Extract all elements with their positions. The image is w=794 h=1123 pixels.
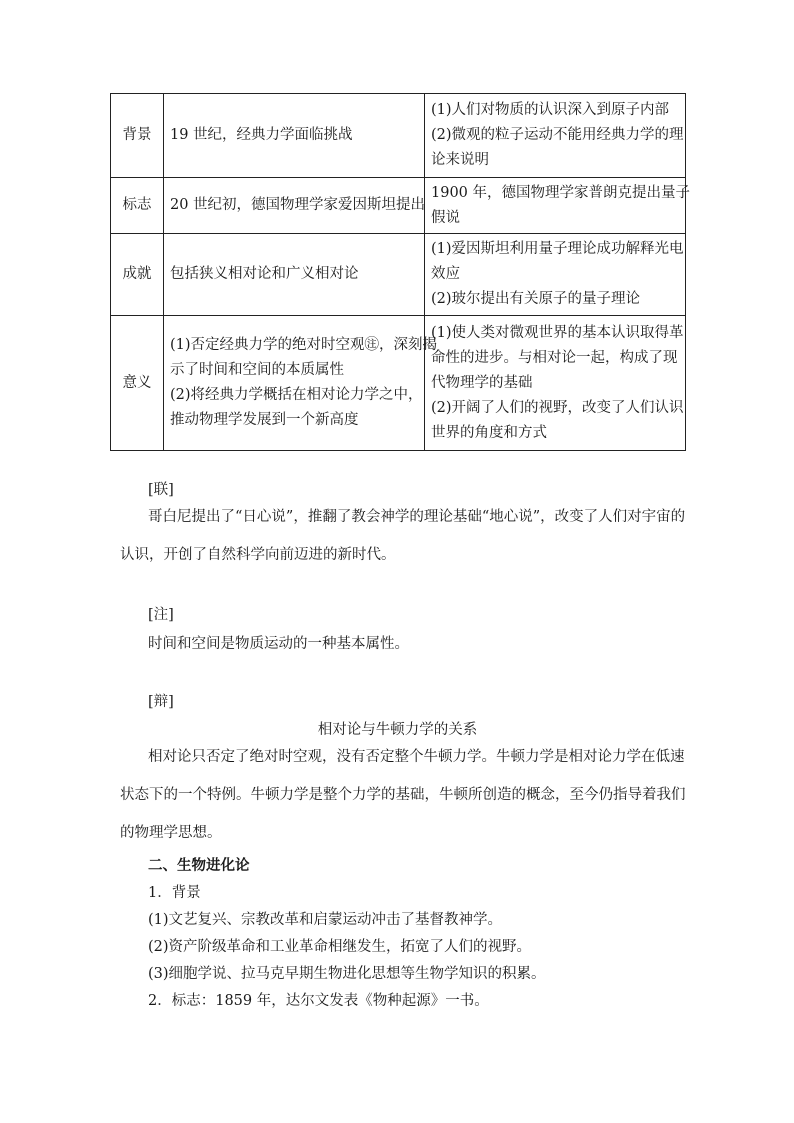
table-cell [425, 316, 686, 451]
cell-text: 效应 [431, 266, 460, 282]
bian-title: 相对论与牛顿力学的关系 [317, 722, 478, 738]
list-item: (2)资产阶级革命和工业革命相继发生，拓宽了人们的视野。 [148, 939, 532, 955]
bian-tag: [辩] [148, 694, 174, 710]
cell-text: (2)玻尔提出有关原子的量子理论 [431, 291, 641, 307]
cell-text: 世界的角度和方式 [431, 424, 547, 441]
cell-text: 推动物理学发展到一个新高度 [170, 412, 359, 428]
subsection-background: 1．背景 [148, 885, 201, 901]
zhu-tag: [注] [148, 607, 174, 623]
cell-text: (2)微观的粒子运动不能用经典力学的理 [431, 127, 684, 143]
cell-text: (1)否定经典力学的绝对时空观㊟，深刻揭 [170, 337, 438, 353]
table-cell [164, 178, 425, 234]
cell-text: 代物理学的基础 [431, 374, 533, 391]
row-header: 背景 [111, 94, 164, 178]
cell-text: 命性的进步。与相对论一起，构成了现 [431, 349, 678, 366]
section-heading: 二、生物进化论 [148, 857, 250, 874]
table-cell [425, 178, 691, 234]
table-row [111, 94, 686, 178]
cell-text: (1)人们对物质的认识深入到原子内部 [431, 102, 670, 118]
cell-text: (1)使人类对微观世界的基本认识取得革 [431, 324, 684, 341]
lian-paragraph: 哥白尼提出了“日心说”，推翻了教会神学的理论基础“地心说”，改变了人们对宇宙的认识，开创了自然科学向前迈进的新时代。 [120, 509, 686, 563]
table-row [111, 316, 686, 451]
table-cell [425, 94, 686, 178]
subsection-symbol: 2．标志：1859 年，达尔文发表《物种起源》一书。 [148, 993, 489, 1009]
cell-text: (2)开阔了人们的视野，改变了人们认识 [431, 399, 684, 416]
row-header: 成就 [111, 234, 164, 316]
cell-text: 包括狭义相对论和广义相对论 [170, 266, 359, 282]
cell-text: 19 世纪，经典力学面临挑战 [170, 127, 353, 143]
lian-tag: [联] [148, 482, 174, 498]
list-item: (1)文艺复兴、宗教改革和启蒙运动冲击了基督教神学。 [148, 912, 503, 928]
row-header: 标志 [111, 178, 164, 234]
table-cell [425, 234, 686, 316]
cell-text: 示了时间和空间的本质属性 [170, 362, 344, 378]
cell-text: (2)将经典力学概括在相对论力学之中， [170, 387, 423, 403]
cell-text: 论来说明 [431, 152, 489, 168]
table-row [111, 178, 686, 234]
physics-comparison-table [110, 93, 691, 451]
table-cell [164, 94, 425, 178]
cell-text: 20 世纪初，德国物理学家爱因斯坦提出 [170, 197, 426, 213]
table-row [111, 234, 686, 316]
cell-text: 1900 年，德国物理学家普朗克提出量子 [431, 184, 691, 201]
cell-text: (1)爱因斯坦利用量子理论成功解释光电 [431, 241, 684, 257]
zhu-paragraph: 时间和空间是物质运动的一种基本属性。 [148, 636, 409, 652]
table-cell [164, 234, 425, 316]
list-item: (3)细胞学说、拉马克早期生物进化思想等生物学知识的积累。 [148, 966, 546, 982]
table-cell [164, 316, 438, 451]
cell-text: 假说 [431, 209, 460, 226]
bian-paragraph: 相对论只否定了绝对时空观，没有否定整个牛顿力学。牛顿力学是相对论力学在低速状态下的一个特例。牛顿力学是整个力学的基础，牛顿所创造的概念，至今仍指导着我们的物理学思想。 [120, 749, 686, 841]
row-header: 意义 [111, 316, 164, 451]
